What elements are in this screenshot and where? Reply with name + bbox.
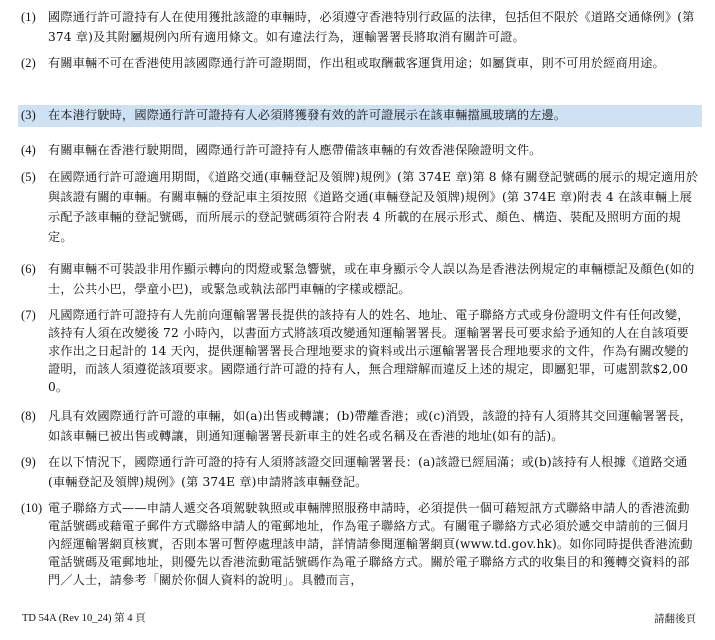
clause-text: 有關車輛在香港行駛期間，國際通行許可證持有人應帶備該車輛的有效香港保險證明文件。 — [48, 143, 542, 157]
clause-4 — [21, 140, 701, 160]
clause-8 — [21, 406, 701, 446]
clause-2 — [21, 53, 701, 73]
clause-text: 在國際通行許可證適用期間，《道路交通(車輛登記及領牌)規例》(第 374E 章)第 8 條有關登記號碼的展示的規定適用於與該證有關的車輛。有關車輛的登記車主須按照《道路交通(車輛登記及領牌)規例》(第 374E 章)附表 4 在該車輛上展示配予該車輛的登記號碼，而所展示的登記號碼須符合附表 4 所載的在展示形式、顏色、構造、裝配及照明方面的規定。 — [48, 170, 699, 244]
clause-5 — [21, 167, 701, 247]
clause-10 — [21, 499, 701, 589]
turn-over-note: 請翻後頁 — [654, 613, 696, 625]
clause-number: (9) — [21, 455, 36, 469]
clause-text: 國際通行許可證持有人在使用獲批該證的車輛時，必須遵守香港特別行政區的法律，包括但不限於《道路交通條例》(第 374 章)及其附屬規例內所有適用條文。如有違法行為，運輸署署長將取消有關許可證。 — [48, 10, 695, 44]
clause-text: 電子聯絡方式——申請人遞交各項駕駛執照或車輛牌照服務申請時，必須提供一個可藉短訊方式聯絡申請人的香港流動電話號碼或藉電子郵件方式聯絡申請人的電郵地址，作為電子聯絡方式。有關電子聯絡方式必須於遞交申請前的三個月內經運輸署網頁核實，否則本署可暫停處理該申請，詳情請參閱運輸署網頁(www.td.gov.hk)。如你同時提供香港流動電話號碼及電郵地址，則優先以香港流動電話號碼作為電子聯絡方式。關於電子聯絡方式的收集目的和獲轉交資料的部門／人士，請參考「關於你個人資料的說明」。具體而言， — [48, 501, 693, 587]
clause-6 — [21, 259, 701, 299]
clause-number: (1) — [21, 10, 36, 24]
clause-1 — [21, 7, 701, 47]
form-reference: TD 54A (Rev 10_24) 第 4 頁 — [22, 613, 146, 624]
clause-text: 凡國際通行許可證持有人先前向運輸署署長提供的該持有人的姓名、地址、電子聯絡方式或身份證明文件有任何改變，該持有人須在改變後 72 小時內，以書面方式將該項改變通知運輸署署長。運輸署署長可要求給予通知的人在自該項要求作出之日起計的 14 天內，提供運輸署署長合理地要求的資料或出示運輸署署長合理地要求的文件，作為有關改變的證明，而該人須遵從該項要求。國際通行許可證的持有人，無合理辯解而違反上述的規定，即屬犯罪，可處罰款$2,000。 — [48, 308, 690, 394]
clause-number: (8) — [21, 409, 36, 423]
clause-text: 在以下情況下，國際通行許可證的持有人須將該證交回運輸署署長：(a)該證已經屆滿；或(b)該持有人根據《道路交通(車輛登記及領牌)規例》(第 374E 章)申請將該車輛登記。 — [48, 455, 688, 489]
clause-number: (3) — [21, 108, 36, 122]
clause-3-highlighted[interactable] — [18, 105, 702, 127]
clause-number: (7) — [21, 308, 36, 322]
clause-text: 有關車輛不可裝設非用作顯示轉向的閃燈或緊急響號，或在車身顯示令人誤以為是香港法例規定的車輛標記及顏色(如的士，公共小巴，學童小巴)，或緊急或執法部門車輛的字樣或標記。 — [48, 262, 695, 296]
clause-text: 凡具有效國際通行許可證的車輛，如(a)出售或轉讓；(b)帶離香港；或(c)消毀，該證的持有人須將其交回運輸署署長，如該車輛已被出售或轉讓，則通知運輸署署長新車主的姓名或名稱及在香港的地址(如有的話)。 — [48, 409, 692, 443]
clause-text: 在本港行駛時，國際通行許可證持有人必須將獲發有效的許可證展示在該車輛擋風玻璃的左邊。 — [48, 108, 567, 122]
clause-9 — [21, 452, 701, 492]
clause-number: (6) — [21, 262, 36, 276]
page-footer — [22, 610, 696, 628]
clause-number: (4) — [21, 143, 36, 157]
clause-number: (2) — [21, 56, 36, 70]
clause-number: (5) — [21, 170, 36, 184]
clause-7 — [21, 306, 701, 396]
clause-text: 有關車輛不可在香港使用該國際通行許可證期間，作出租或取酬載客運貨用途；如屬貨車，則不可用於經商用途。 — [48, 56, 665, 70]
clause-number: (10) — [21, 501, 43, 515]
